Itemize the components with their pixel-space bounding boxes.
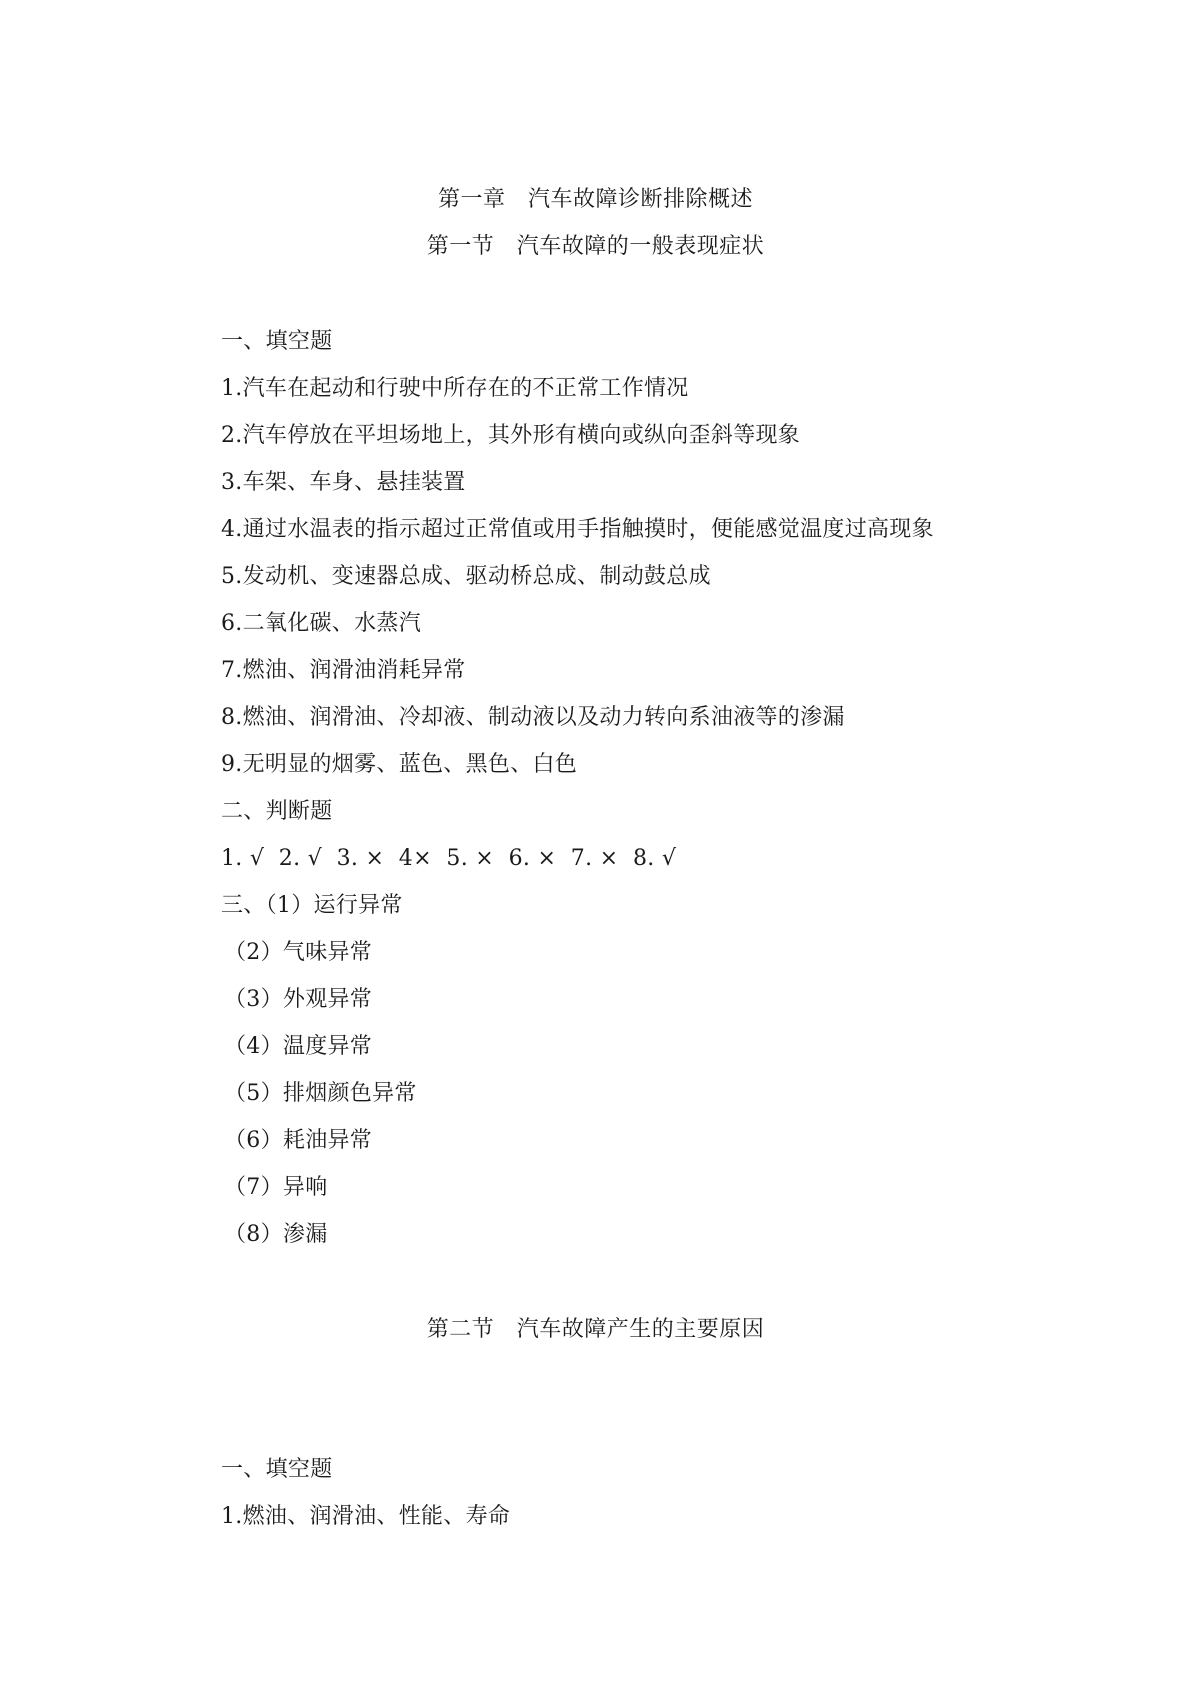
fill-blank-item: 3.车架、车身、悬挂装置 bbox=[221, 470, 466, 495]
chapter-title: 第一章 汽车故障诊断排除概述 bbox=[437, 187, 753, 212]
fill-blank-item: 9.无明显的烟雾、蓝色、黑色、白色 bbox=[221, 752, 578, 777]
section2-fill-blank-heading: 一、填空题 bbox=[221, 1457, 333, 1482]
section2-title: 第二节 汽车故障产生的主要原因 bbox=[426, 1317, 765, 1342]
short-answer-item: （5）排烟颜色异常 bbox=[224, 1081, 417, 1106]
short-answer-item: （2）气味异常 bbox=[224, 940, 373, 965]
fill-blank-item: 1.燃油、润滑油、性能、寿命 bbox=[221, 1504, 511, 1529]
short-answer-item: （4）温度异常 bbox=[224, 1034, 373, 1059]
short-answer-item: （7）异响 bbox=[224, 1175, 328, 1200]
judgement-heading: 二、判断题 bbox=[221, 799, 333, 824]
section1-title: 第一节 汽车故障的一般表现症状 bbox=[426, 234, 765, 259]
fill-blank-item: 8.燃油、润滑油、冷却液、制动液以及动力转向系油液等的渗漏 bbox=[221, 705, 845, 730]
judgement-answers: 1. √ 2. √ 3. × 4× 5. × 6. × 7. × 8. √ bbox=[221, 846, 677, 871]
short-answer-item: （3）外观异常 bbox=[224, 987, 373, 1012]
fill-blank-item: 4.通过水温表的指示超过正常值或用手指触摸时，便能感觉温度过高现象 bbox=[221, 517, 934, 542]
fill-blank-item: 7.燃油、润滑油消耗异常 bbox=[221, 658, 466, 683]
fill-blank-item: 6.二氧化碳、水蒸汽 bbox=[221, 611, 421, 636]
fill-blank-item: 5.发动机、变速器总成、驱动桥总成、制动鼓总成 bbox=[221, 564, 711, 589]
short-answer-item: （8）渗漏 bbox=[224, 1222, 328, 1247]
fill-blank-item: 1.汽车在起动和行驶中所存在的不正常工作情况 bbox=[221, 376, 689, 401]
section1-fill-blank-heading: 一、填空题 bbox=[221, 329, 333, 354]
fill-blank-item: 2.汽车停放在平坦场地上，其外形有横向或纵向歪斜等现象 bbox=[221, 423, 801, 448]
short-answer-first: 三、（1）运行异常 bbox=[221, 893, 403, 918]
short-answer-item: （6）耗油异常 bbox=[224, 1128, 373, 1153]
